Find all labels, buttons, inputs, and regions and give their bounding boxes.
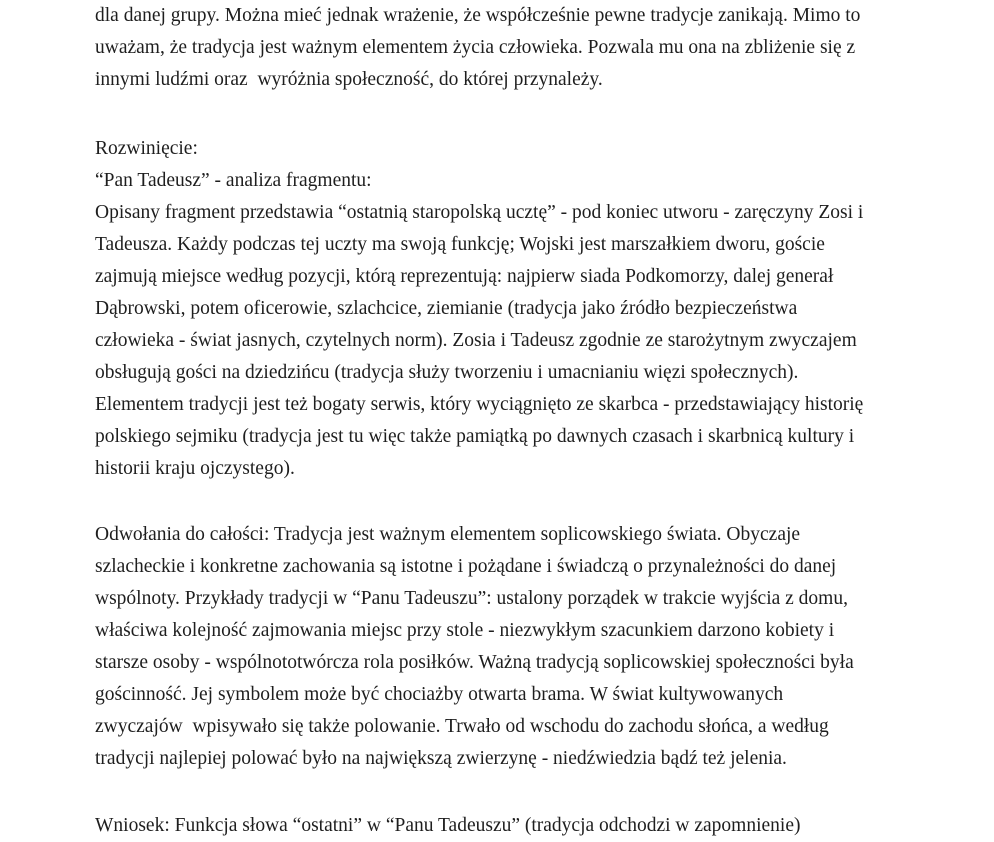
whole-line-6: gościnność. Jej symbolem może być chociażby otwarta brama. W świat kultywowanych <box>95 684 784 705</box>
whole-line-2: szlacheckie i konkretne zachowania są istotne i pożądane i świadczą o przynależności do danej <box>95 556 837 577</box>
analysis-line-6: obsługują gości na dziedzińcu (tradycja służy tworzeniu i umacnianiu więzi społecznych). <box>95 362 799 383</box>
whole-line-5: starsze osoby - wspólnototwórcza rola posiłków. Ważną tradycją soplicowskiej społeczności była <box>95 652 854 673</box>
section-heading: Rozwinięcie: <box>95 138 198 159</box>
analysis-line-1: Opisany fragment przedstawia “ostatnią staropolską ucztę” - pod koniec utworu - zaręczyny Zosi i <box>95 202 864 223</box>
intro-paragraph <box>95 0 955 96</box>
intro-line-1: dla danej grupy. Można mieć jednak wrażenie, że współcześnie pewne tradycje zanikają. Mimo to <box>95 5 861 26</box>
intro-line-2: uważam, że tradycja jest ważnym elementem życia człowieka. Pozwala mu ona na zbliżenie się z <box>95 37 856 58</box>
whole-line-7: zwyczajów wpisywało się także polowanie. Trwało od wschodu do zachodu słońca, a według <box>95 716 829 737</box>
whole-line-1: Odwołania do całości: Tradycja jest ważnym elementem soplicowskiego świata. Obyczaje <box>95 524 801 545</box>
analysis-line-8: polskiego sejmiku (tradycja jest tu więc także pamiątką po dawnych czasach i skarbnicą kultury i <box>95 426 855 447</box>
analysis-line-4: Dąbrowski, potem oficerowie, szlachcice, ziemianie (tradycja jako źródło bezpieczeństwa <box>95 298 798 319</box>
analysis-line-7: Elementem tradycji jest też bogaty serwis, który wyciągnięto ze skarbca - przedstawiający historię <box>95 394 864 415</box>
whole-line-8: tradycji najlepiej polować było na największą zwierzynę - niedźwiedzia bądź też jelenia. <box>95 748 787 769</box>
conclusion-line: Wniosek: Funkcja słowa “ostatni” w “Panu Tadeuszu” (tradycja odchodzi w zapomnienie) <box>95 815 801 836</box>
fragment-heading: “Pan Tadeusz” - analiza fragmentu: <box>95 170 372 191</box>
analysis-section <box>95 133 955 485</box>
intro-line-3: innymi ludźmi oraz wyróżnia społeczność, do której przynależy. <box>95 69 603 90</box>
analysis-line-9: historii kraju ojczystego). <box>95 458 295 479</box>
conclusion-paragraph <box>95 810 955 842</box>
analysis-line-3: zajmują miejsce według pozycji, którą reprezentują: najpierw siada Podkomorzy, dalej generał <box>95 266 834 287</box>
whole-line-4: właściwa kolejność zajmowania miejsc przy stole - niezwykłym szacunkiem darzono kobiety i <box>95 620 835 641</box>
analysis-line-5: człowieka - świat jasnych, czytelnych norm). Zosia i Tadeusz zgodnie ze starożytnym zwyczajem <box>95 330 857 351</box>
analysis-line-2: Tadeusza. Każdy podczas tej uczty ma swoją funkcję; Wojski jest marszałkiem dworu, goście <box>95 234 825 255</box>
whole-line-3: wspólnoty. Przykłady tradycji w “Panu Tadeuszu”: ustalony porządek w trakcie wyjścia z domu, <box>95 588 848 609</box>
whole-work-paragraph <box>95 519 955 775</box>
